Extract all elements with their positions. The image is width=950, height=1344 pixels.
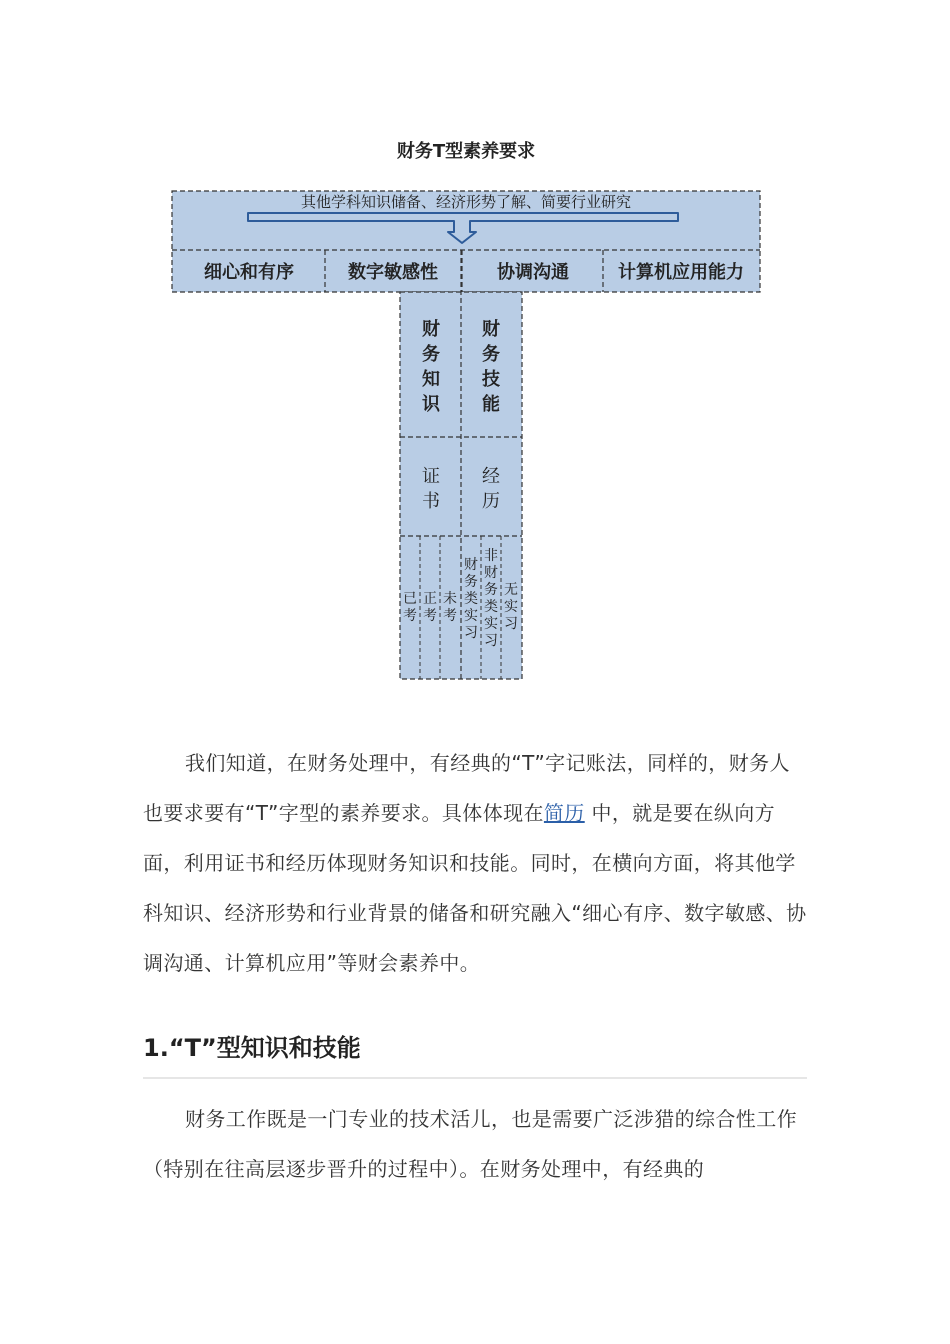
stem-bottom-finance-intern	[464, 556, 478, 641]
stem-middle-certificate-text: 证书	[422, 466, 440, 512]
stem-middle-experience-text: 经历	[482, 466, 500, 512]
paragraph-intro	[143, 738, 808, 988]
banner-text: 其他学科知识储备、经济形势了解、简要行业研究	[300, 193, 632, 211]
stem-bottom-passed	[403, 591, 417, 624]
quality-label: 细心和有序	[204, 262, 294, 283]
stem-bottom-no-intern	[504, 582, 518, 632]
quality-label: 计算机应用能力	[618, 262, 744, 283]
paragraph-body	[143, 1094, 808, 1194]
diagram-title: 财务T型素养要求	[396, 141, 536, 162]
paragraph-intro-text: 我们知道，在财务处理中，有经典的“T”字记账法，同样的，财务人也要求要有“T”字型的素养要求。具体体现在	[143, 751, 790, 825]
section-heading: 1.“T”型知识和技能	[143, 1028, 807, 1079]
stem-bottom-nonfinance-intern	[484, 548, 498, 649]
stem-header-skills-text: 财务技能	[482, 319, 500, 415]
quality-label: 数字敏感性	[348, 262, 438, 283]
quality-label: 协调沟通	[497, 262, 569, 283]
stem-bottom-not-taken-text: 未考	[443, 591, 457, 624]
stem-bottom-nonfinance-intern-text: 非财务类实习	[484, 548, 498, 649]
stem-bottom-no-intern-text: 无实习	[504, 582, 518, 632]
stem-header-knowledge-text: 财务知识	[422, 319, 440, 415]
stem-bottom-finance-intern-text: 财务类实习	[464, 557, 478, 641]
paragraph-intro-text-tail: 中，就是要在纵向方面，利用证书和经历体现财务知识和技能。同时，在横向方面，将其他学科知识、经济形势和行业背景的储备和研究融入“细心有序、数字敏感、协调沟通、计算机应用”等财会素养中。	[143, 801, 807, 975]
stem-bottom-in-progress-text: 正考	[423, 591, 437, 624]
stem-bottom-in-progress	[423, 591, 437, 624]
stem-bottom-passed-text: 已考	[403, 591, 417, 624]
paragraph-body-text: 财务工作既是一门专业的技术活儿，也是需要广泛涉猎的综合性工作（特别在往高层逐步晋升的过程中）。在财务处理中，有经典的	[143, 1107, 797, 1181]
resume-link[interactable]: 简历	[543, 801, 585, 825]
